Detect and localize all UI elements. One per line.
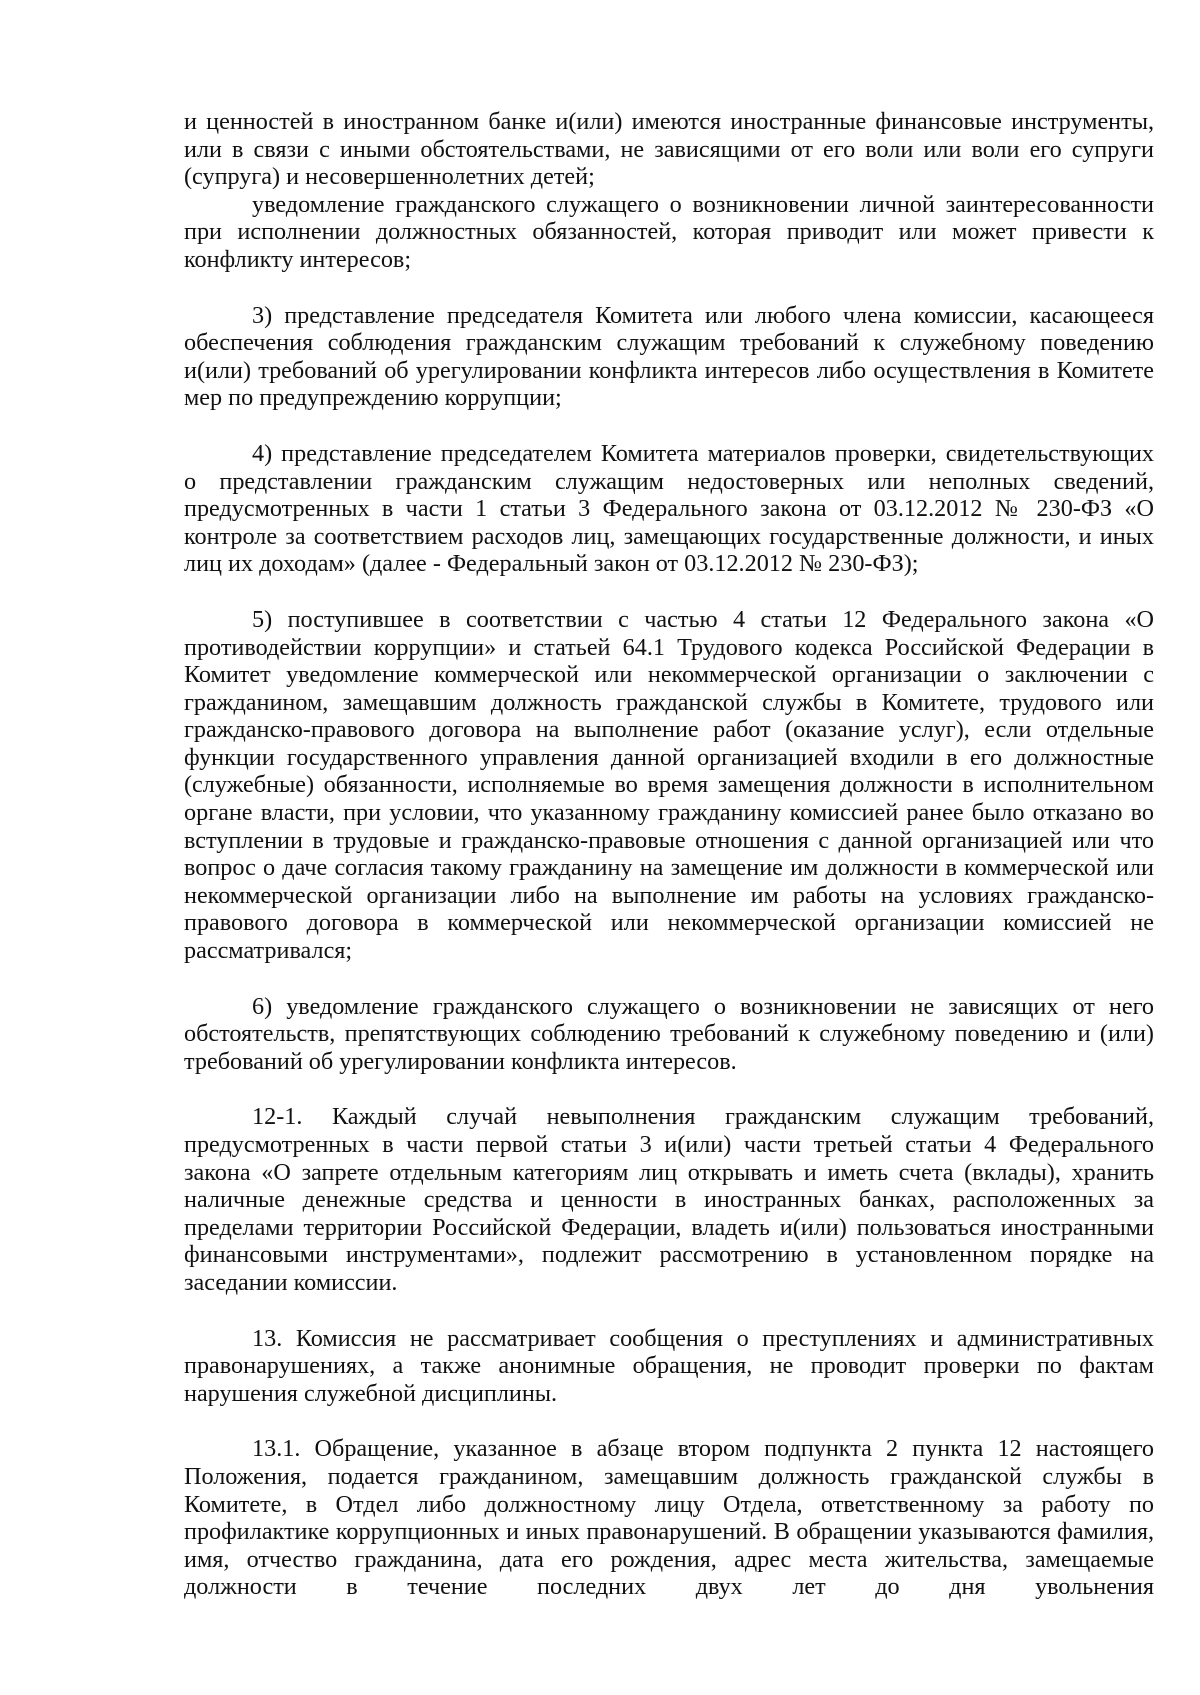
paragraph-13-1: 13.1. Обращение, указанное в абзаце втором подпункта 2 пункта 12 настоящего Положения, подается гражданином, замещавшим должность гражданской службы в Комитете, в Отдел либо должностному лицу Отдела, ответственному за работу по профилактике коррупционных и иных правонарушений. В обращении указываются фамилия, имя, отчество гражданина, дата его рождения, адрес места жительства, замещаемые должности в течение последних двух лет до дня увольнения: [184, 1435, 1154, 1601]
paragraph-item-4: 4) представление председателем Комитета материалов проверки, свидетельствующих о представлении гражданским служащим недостоверных или неполных сведений, предусмотренных в части 1 статьи 3 Федерального закона от 03.12.2012 № 230-ФЗ «О контроле за соответствием расходов лиц, замещающих государственные должности, и иных лиц их доходам» (далее - Федеральный закон от 03.12.2012 № 230-ФЗ);: [184, 439, 1154, 578]
paragraph-item-5: 5) поступившее в соответствии с частью 4 статьи 12 Федерального закона «О противодействии коррупции» и статьей 64.1 Трудового кодекса Российской Федерации в Комитет уведомление коммерческой или некоммерческой организации о заключении с гражданином, замещавшим должность гражданской службы в Комитете, трудового или гражданско-правового договора на выполнение работ (оказание услуг), если отдельные функции государственного управления данной организацией входили в его должностные (служебные) обязанности, исполняемые во время замещения должности в исполнительном органе власти, при условии, что указанному гражданину комиссией ранее было отказано во вступлении в трудовые и гражданско-правовые отношения с данной организацией или что вопрос о даче согласия такому гражданину на замещение им должности в коммерческой или некоммерческой организации либо на выполнение им работы на условиях гражданско-правового договора в коммерческой или некоммерческой организации комиссией не рассматривался;: [184, 605, 1154, 965]
paragraph-item-6: 6) уведомление гражданского служащего о возникновении не зависящих от него обстоятельств, препятствующих соблюдению требований к служебному поведению и (или) требований об урегулировании конфликта интересов.: [184, 992, 1154, 1075]
paragraph-notification-interest: уведомление гражданского служащего о возникновении личной заинтересованности при исполнении должностных обязанностей, которая приводит или может привести к конфликту интересов;: [184, 190, 1154, 273]
document-page: [184, 108, 1154, 1601]
paragraph-13: 13. Комиссия не рассматривает сообщения о преступлениях и административных правонарушениях, а также анонимные обращения, не проводит проверки по фактам нарушения служебной дисциплины.: [184, 1324, 1154, 1407]
paragraph-12-1: 12-1. Каждый случай невыполнения гражданским служащим требований, предусмотренных в части первой статьи 3 и(или) части третьей статьи 4 Федерального закона «О запрете отдельным категориям лиц открывать и иметь счета (вклады), хранить наличные денежные средства и ценности в иностранных банках, расположенных за пределами территории Российской Федерации, владеть и(или) пользоваться иностранными финансовыми инструментами», подлежит рассмотрению в установленном порядке на заседании комиссии.: [184, 1103, 1154, 1296]
paragraph-continuation: и ценностей в иностранном банке и(или) имеются иностранные финансовые инструменты, или в связи с иными обстоятельствами, не зависящими от его воли или воли его супруги (супруга) и несовершеннолетних детей;: [184, 108, 1154, 191]
paragraph-item-3: 3) представление председателя Комитета или любого члена комиссии, касающееся обеспечения соблюдения гражданским служащим требований к служебному поведению и(или) требований об урегулировании конфликта интересов либо осуществления в Комитете мер по предупреждению коррупции;: [184, 301, 1154, 412]
